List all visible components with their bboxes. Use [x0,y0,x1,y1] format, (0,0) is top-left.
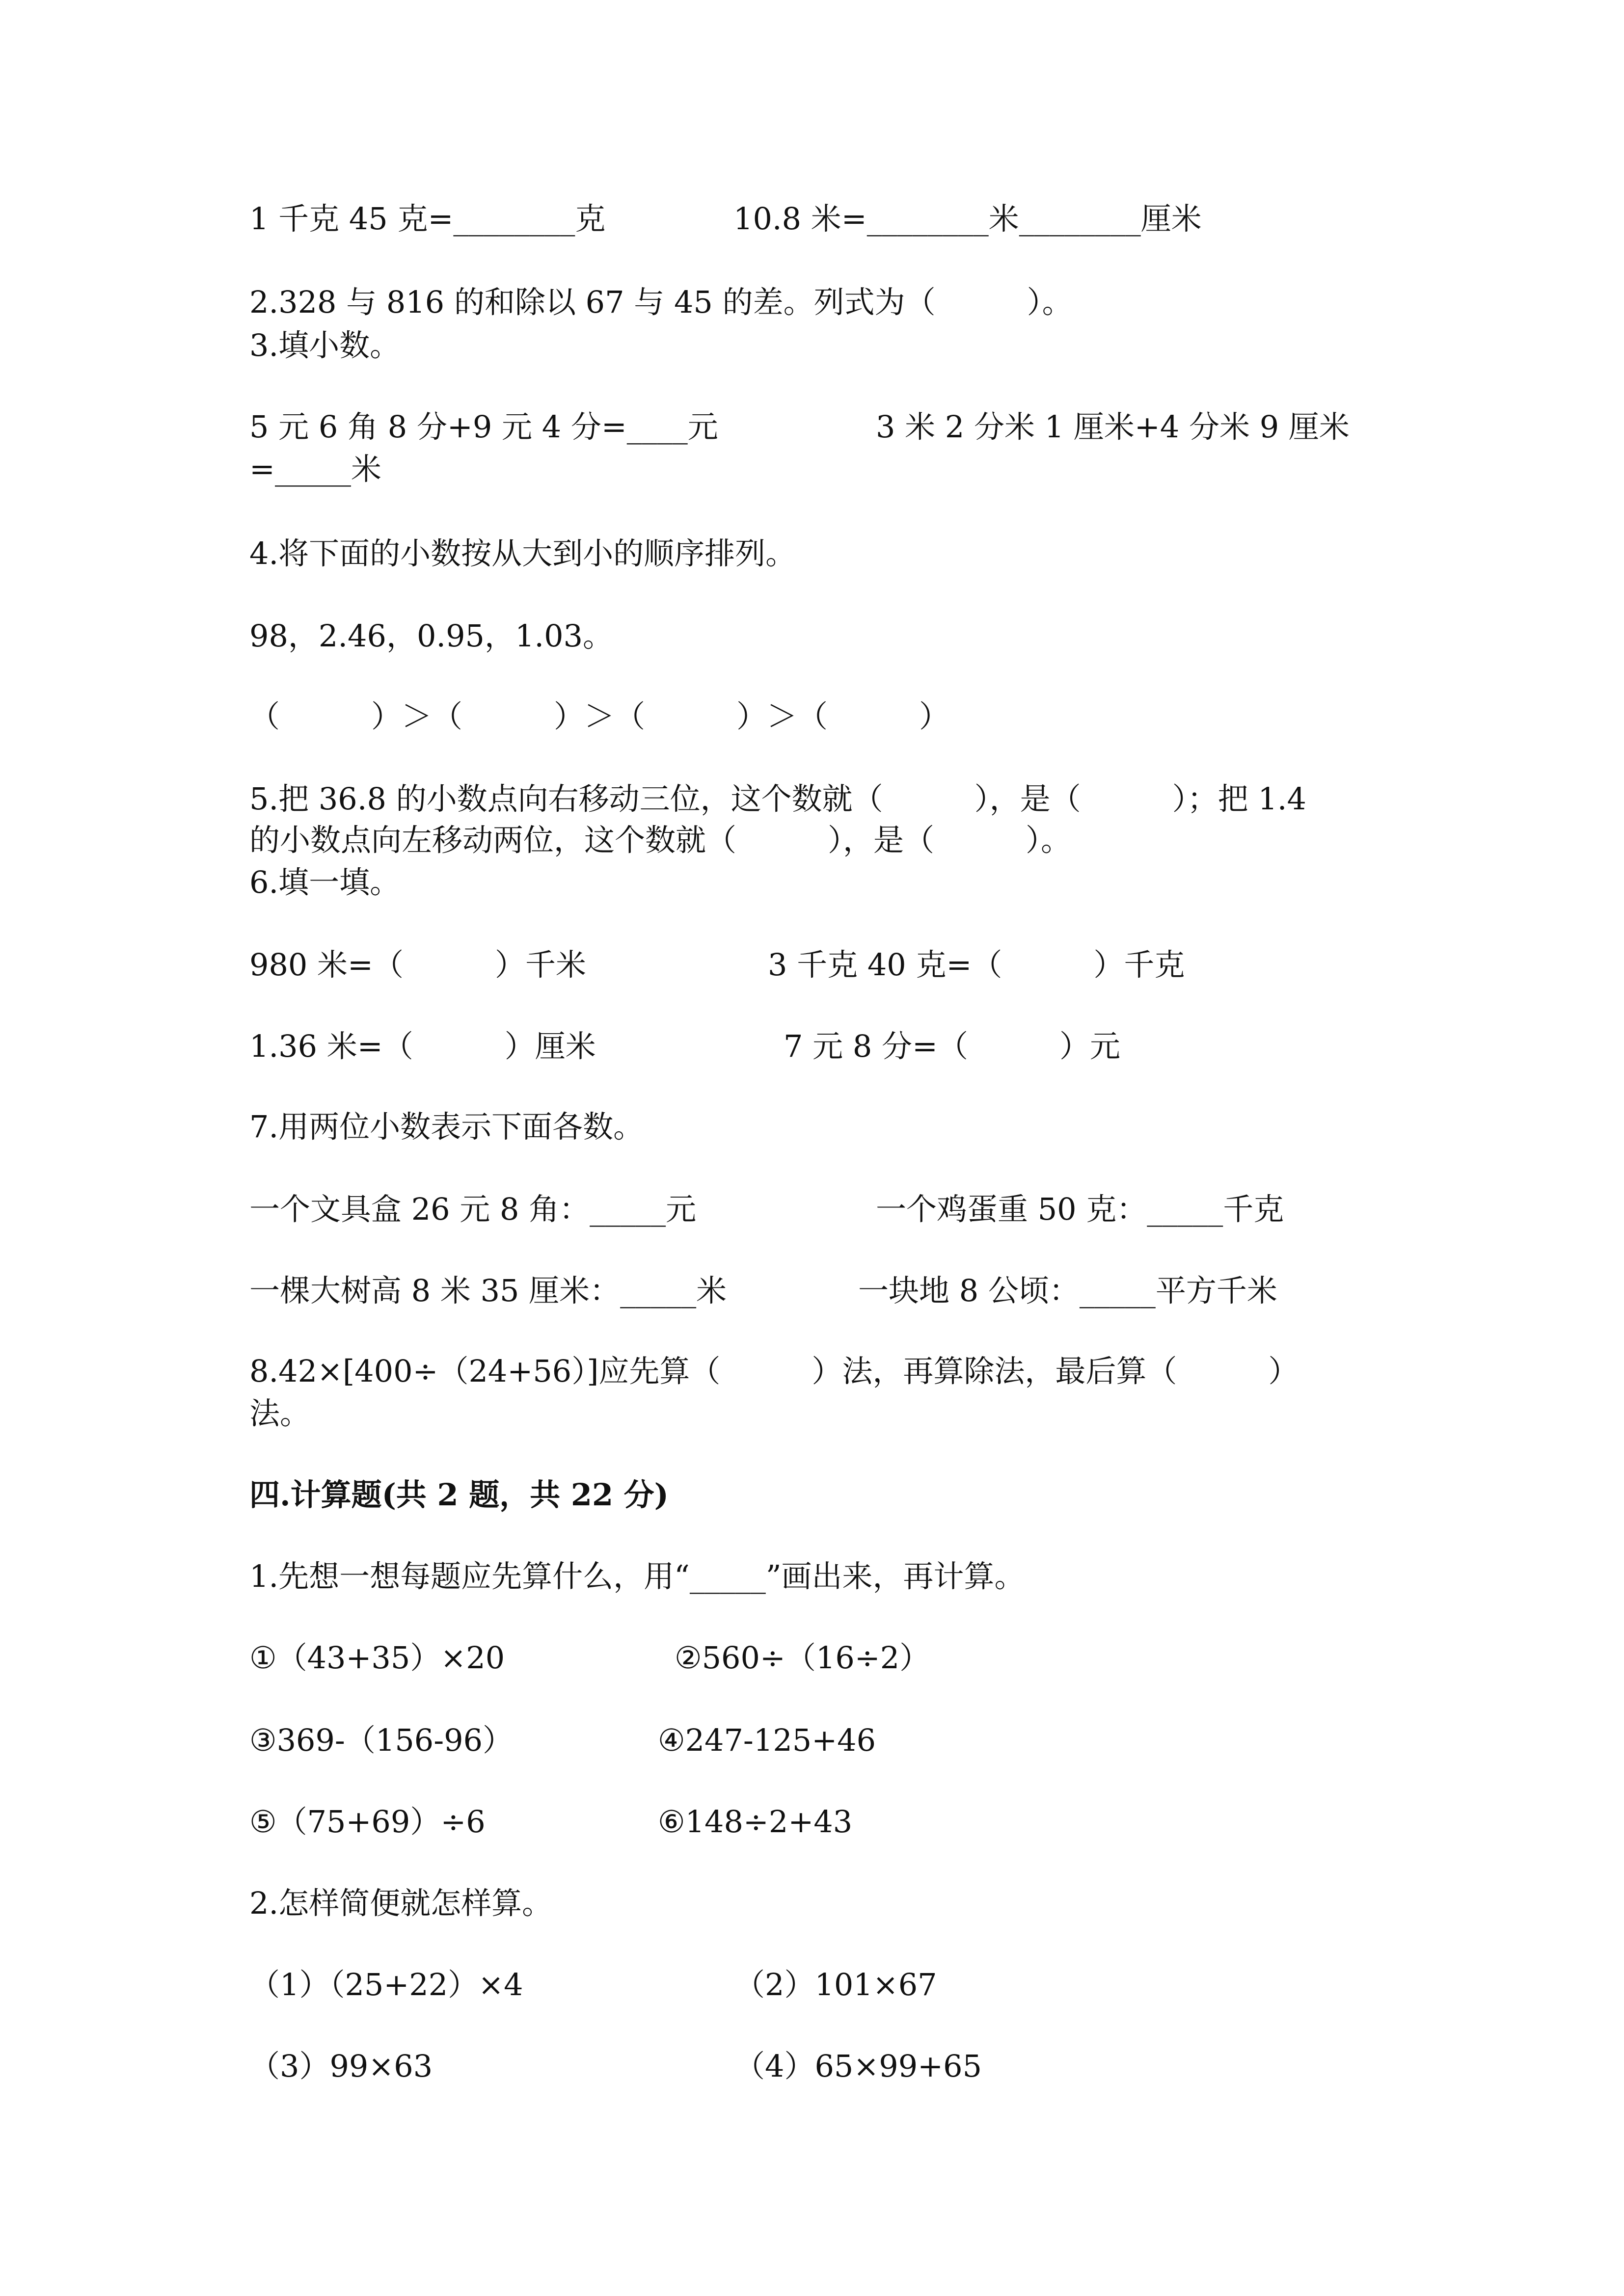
q-length-conversion: 10.8 米=________米________厘米 [733,201,1202,237]
simplify-item-2: （2）101×67 [734,1967,937,2002]
calc-question-1-heading: 1.先想一想每题应先算什么，用“_____”画出来，再计算。 [249,1558,1025,1594]
q3-money-sum: 5 元 6 角 8 分+9 元 4 分=____元 [249,409,718,445]
calc-item-2: ②560÷（16÷2） [675,1640,930,1676]
q7-item-2: 一个鸡蛋重 50 克：_____千克 [876,1191,1284,1227]
q6-item-1: 980 米=（ ）千米 [249,947,586,983]
section-4-heading: 四.计算题(共 2 题，共 22 分) [249,1477,669,1513]
q7-item-1: 一个文具盒 26 元 8 角：_____元 [249,1191,697,1227]
simplify-item-1: （1）（25+22）×4 [249,1967,523,2002]
q4-order-blanks: （ ）＞（ ）＞（ ）＞（ ） [249,698,950,734]
q4-numbers: 98，2.46，0.95，1.03。 [249,618,614,654]
question-6-heading: 6.填一填。 [249,864,401,900]
calc-question-2-heading: 2.怎样简便就怎样算。 [249,1885,553,1921]
question-8-line-1: 8.42×[400÷（24+56）]应先算（ ）法，再算除法，最后算（ ） [249,1353,1299,1389]
q6-item-2: 3 千克 40 克=（ ）千克 [768,947,1185,983]
q-weight-conversion: 1 千克 45 克=________克 [249,201,606,237]
q3-length-sum: 3 米 2 分米 1 厘米+4 分米 9 厘米 [876,409,1350,445]
q7-item-3: 一棵大树高 8 米 35 厘米：_____米 [249,1273,727,1308]
question-4-heading: 4.将下面的小数按从大到小的顺序排列。 [249,535,796,571]
calc-item-6: ⑥148÷2+43 [658,1804,853,1840]
calc-item-5: ⑤（75+69）÷6 [249,1804,486,1840]
q3-length-sum-answer: =_____米 [249,451,381,487]
simplify-item-3: （3）99×63 [249,2048,433,2084]
question-5-line-1: 5.把 36.8 的小数点向右移动三位，这个数就（ ），是（ ）；把 1.4 [249,781,1306,817]
simplify-item-4: （4）65×99+65 [734,2048,982,2084]
question-7-heading: 7.用两位小数表示下面各数。 [249,1109,644,1145]
q7-item-4: 一块地 8 公顷：_____平方千米 [858,1273,1277,1308]
calc-item-1: ①（43+35）×20 [249,1640,505,1676]
question-8-line-2: 法。 [249,1395,311,1431]
question-3-heading: 3.填小数。 [249,327,401,363]
calc-item-3: ③369-（156-96） [249,1722,514,1758]
q6-item-4: 7 元 8 分=（ ）元 [784,1028,1120,1064]
question-5-line-2: 的小数点向左移动两位，这个数就（ ），是（ ）。 [249,822,1072,858]
calc-item-4: ④247-125+46 [658,1722,876,1758]
q6-item-3: 1.36 米=（ ）厘米 [249,1028,596,1064]
question-2: 2.328 与 816 的和除以 67 与 45 的差。列式为（ ）。 [249,284,1073,320]
